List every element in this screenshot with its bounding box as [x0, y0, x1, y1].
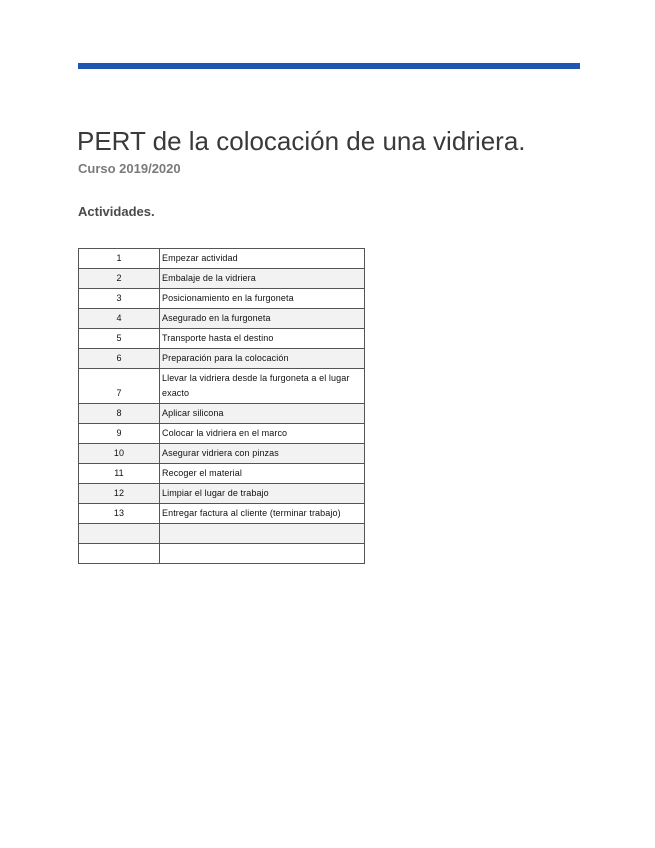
- table-row: [79, 309, 365, 329]
- activity-number: 3: [79, 289, 160, 309]
- table-row: [79, 464, 365, 484]
- activity-number: 8: [79, 404, 160, 424]
- table-row: [79, 269, 365, 289]
- activity-number: 5: [79, 329, 160, 349]
- activity-description: Llevar la vidriera desde la furgoneta a el lugar exacto: [160, 369, 365, 404]
- activity-description: Embalaje de la vidriera: [160, 269, 365, 289]
- activity-description: Transporte hasta el destino: [160, 329, 365, 349]
- section-heading-activities: Actividades.: [78, 204, 155, 219]
- table-row: [79, 369, 365, 404]
- activity-number: [79, 524, 160, 544]
- document-subtitle: Curso 2019/2020: [78, 161, 181, 176]
- activity-description: Entregar factura al cliente (terminar trabajo): [160, 504, 365, 524]
- table-row: [79, 404, 365, 424]
- activity-number: 6: [79, 349, 160, 369]
- activity-number: 7: [79, 369, 160, 404]
- activity-description: [160, 524, 365, 544]
- activity-description: Asegurar vidriera con pinzas: [160, 444, 365, 464]
- activity-description: Preparación para la colocación: [160, 349, 365, 369]
- table-row: [79, 544, 365, 564]
- activity-description: Colocar la vidriera en el marco: [160, 424, 365, 444]
- document-title: PERT de la colocación de una vidriera.: [77, 126, 526, 156]
- activity-description: Asegurado en la furgoneta: [160, 309, 365, 329]
- header-accent-rule: [78, 63, 580, 69]
- activity-description: Posicionamiento en la furgoneta: [160, 289, 365, 309]
- activity-number: 9: [79, 424, 160, 444]
- activity-description: Empezar actividad: [160, 249, 365, 269]
- activity-description: Limpiar el lugar de trabajo: [160, 484, 365, 504]
- activity-number: 4: [79, 309, 160, 329]
- activity-number: [79, 544, 160, 564]
- activities-table: [78, 248, 365, 564]
- table-row: [79, 329, 365, 349]
- table-row: [79, 424, 365, 444]
- activity-description: Aplicar silicona: [160, 404, 365, 424]
- activity-number: 1: [79, 249, 160, 269]
- activity-number: 11: [79, 464, 160, 484]
- activity-description: [160, 544, 365, 564]
- table-row: [79, 484, 365, 504]
- activity-number: 12: [79, 484, 160, 504]
- table-row: [79, 289, 365, 309]
- activity-number: 13: [79, 504, 160, 524]
- table-row: [79, 349, 365, 369]
- table-row: [79, 249, 365, 269]
- table-row: [79, 524, 365, 544]
- activity-number: 2: [79, 269, 160, 289]
- activity-description: Recoger el material: [160, 464, 365, 484]
- activity-number: 10: [79, 444, 160, 464]
- table-row: [79, 444, 365, 464]
- table-row: [79, 504, 365, 524]
